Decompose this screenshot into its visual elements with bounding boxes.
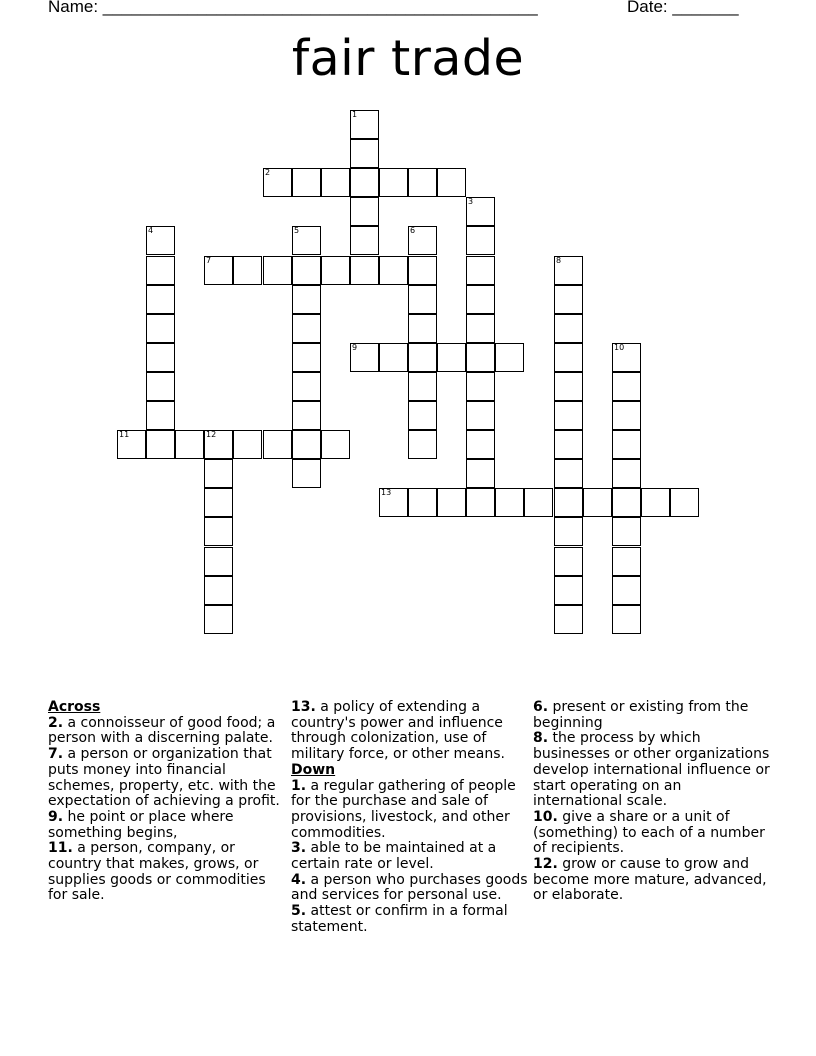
clue-number: 10 [614,343,625,352]
grid-cell[interactable] [146,256,175,285]
grid-cell[interactable] [641,488,670,517]
grid-cell[interactable] [554,430,583,459]
clue-down-1: 1. a regular gathering of people for the purchase and sale of provisions, livestock, and other commodities. [291,777,516,841]
grid-cell[interactable] [466,314,495,343]
down-heading: Down [291,761,336,778]
clue-number: 1 [352,110,358,119]
across-heading: Across [48,699,101,715]
grid-cell[interactable] [350,110,379,139]
grid-cell[interactable] [612,576,641,605]
grid-cell[interactable] [612,343,641,372]
grid-cell[interactable] [321,430,350,459]
grid-cell[interactable] [612,372,641,401]
grid-cell[interactable] [292,226,321,255]
clue-number: 13 [381,488,392,497]
grid-cell[interactable] [292,256,321,285]
clue-number: 7 [206,256,212,265]
grid-cell[interactable] [612,401,641,430]
grid-cell[interactable] [292,401,321,430]
grid-cell[interactable] [321,256,350,285]
grid-cell[interactable] [408,430,437,459]
grid-cell[interactable] [263,168,292,197]
grid-cell[interactable] [466,226,495,255]
clue-number: 8 [556,256,562,265]
grid-cell[interactable] [292,459,321,488]
grid-cell[interactable] [466,285,495,314]
clue-down-6: 6. present or existing from the beginning [533,699,749,731]
grid-cell[interactable] [466,488,495,517]
grid-cell[interactable] [146,401,175,430]
grid-cell[interactable] [350,197,379,226]
grid-cell[interactable] [466,343,495,372]
grid-cell[interactable] [408,168,437,197]
grid-cell[interactable] [670,488,699,517]
grid-cell[interactable] [233,430,262,459]
grid-cell[interactable] [408,372,437,401]
grid-cell[interactable] [204,459,233,488]
grid-cell[interactable] [350,168,379,197]
grid-cell[interactable] [292,430,321,459]
grid-cell[interactable] [524,488,553,517]
grid-cell[interactable] [204,576,233,605]
clue-down-5: 5. attest or confirm in a formal statement. [291,903,508,935]
clue-number: 9 [352,343,358,352]
date-line: Date: _______ [627,0,739,16]
grid-cell[interactable] [204,430,233,459]
clue-number: 5 [294,226,300,235]
grid-cell[interactable] [437,488,466,517]
grid-cell[interactable] [554,459,583,488]
clue-down-12: 12. grow or cause to grow and become more mature, advanced, or elaborate. [533,856,767,904]
grid-cell[interactable] [350,139,379,168]
clues-column-2 [291,700,531,936]
name-line: Name: ______________________________________________ [48,0,538,16]
grid-cell[interactable] [408,285,437,314]
grid-cell[interactable] [146,285,175,314]
grid-cell[interactable] [554,314,583,343]
grid-cell[interactable] [350,226,379,255]
grid-cell[interactable] [554,256,583,285]
grid-cell[interactable] [408,343,437,372]
grid-cell[interactable] [437,343,466,372]
grid-cell[interactable] [204,605,233,634]
grid-cell[interactable] [554,343,583,372]
grid-cell[interactable] [612,547,641,576]
grid-cell[interactable] [204,517,233,546]
clue-across-7: 7. a person or organization that puts money into financial schemes, property, etc. with the expectation of achieving a profit. [48,746,280,810]
grid-cell[interactable] [379,488,408,517]
grid-cell[interactable] [263,430,292,459]
clue-down-8: 8. the process by which businesses or other organizations develop international influence or start operating on an international scale. [533,730,770,810]
grid-cell[interactable] [437,168,466,197]
grid-cell[interactable] [408,256,437,285]
grid-cell[interactable] [292,168,321,197]
clue-number: 3 [468,197,474,206]
grid-cell[interactable] [554,401,583,430]
grid-cell[interactable] [466,256,495,285]
grid-cell[interactable] [612,517,641,546]
grid-cell[interactable] [466,197,495,226]
grid-cell[interactable] [466,401,495,430]
grid-cell[interactable] [204,488,233,517]
grid-cell[interactable] [146,343,175,372]
grid-cell[interactable] [612,605,641,634]
grid-cell[interactable] [379,343,408,372]
grid-cell[interactable] [292,343,321,372]
clue-across-13: 13. a policy of extending a country's power and influence through colonization, use of military force, or other means. [291,699,505,763]
grid-cell[interactable] [204,256,233,285]
clue-across-9: 9. he point or place where something begins, [48,808,234,841]
grid-cell[interactable] [117,430,146,459]
grid-cell[interactable] [612,488,641,517]
grid-cell[interactable] [146,226,175,255]
grid-cell[interactable] [350,343,379,372]
clue-across-11: 11. a person, company, or country that makes, grows, or supplies goods or commodities for sale. [48,840,266,904]
grid-cell[interactable] [466,459,495,488]
grid-cell[interactable] [554,285,583,314]
grid-cell[interactable] [612,459,641,488]
grid-cell[interactable] [583,488,612,517]
puzzle-title: fair trade [291,30,525,87]
grid-cell[interactable] [408,401,437,430]
clue-number: 4 [148,226,154,235]
clue-down-10: 10. give a share or a unit of (something) to each of a number of recipients. [533,808,765,857]
grid-cell[interactable] [554,372,583,401]
grid-cell[interactable] [554,517,583,546]
grid-cell[interactable] [408,488,437,517]
clue-number: 2 [265,168,271,177]
clue-down-3: 3. able to be maintained at a certain rate or level. [291,840,497,873]
grid-cell[interactable] [554,547,583,576]
grid-cell[interactable] [554,605,583,634]
grid-cell[interactable] [233,256,262,285]
clues-column-1 [48,700,288,904]
grid-cell[interactable] [379,256,408,285]
grid-cell[interactable] [175,430,204,459]
clue-across-2: 2. a connoisseur of good food; a person with a discerning palate. [48,714,276,747]
grid-cell[interactable] [495,343,524,372]
clue-number: 6 [410,226,416,235]
grid-cell[interactable] [146,430,175,459]
grid-cell[interactable] [495,488,524,517]
clues-column-3 [533,700,773,904]
grid-cell[interactable] [408,314,437,343]
clue-number: 12 [206,430,217,439]
grid-cell[interactable] [554,576,583,605]
grid-cell[interactable] [379,168,408,197]
grid-cell[interactable] [146,314,175,343]
grid-cell[interactable] [292,372,321,401]
grid-cell[interactable] [146,372,175,401]
grid-cell[interactable] [350,256,379,285]
grid-cell[interactable] [554,488,583,517]
grid-cell[interactable] [408,226,437,255]
grid-cell[interactable] [466,430,495,459]
grid-cell[interactable] [466,372,495,401]
grid-cell[interactable] [612,430,641,459]
clue-down-4: 4. a person who purchases goods and services for personal use. [291,871,528,904]
grid-cell[interactable] [292,285,321,314]
clue-number: 11 [119,430,130,439]
grid-cell[interactable] [204,547,233,576]
grid-cell[interactable] [292,314,321,343]
grid-cell[interactable] [263,256,292,285]
grid-cell[interactable] [321,168,350,197]
